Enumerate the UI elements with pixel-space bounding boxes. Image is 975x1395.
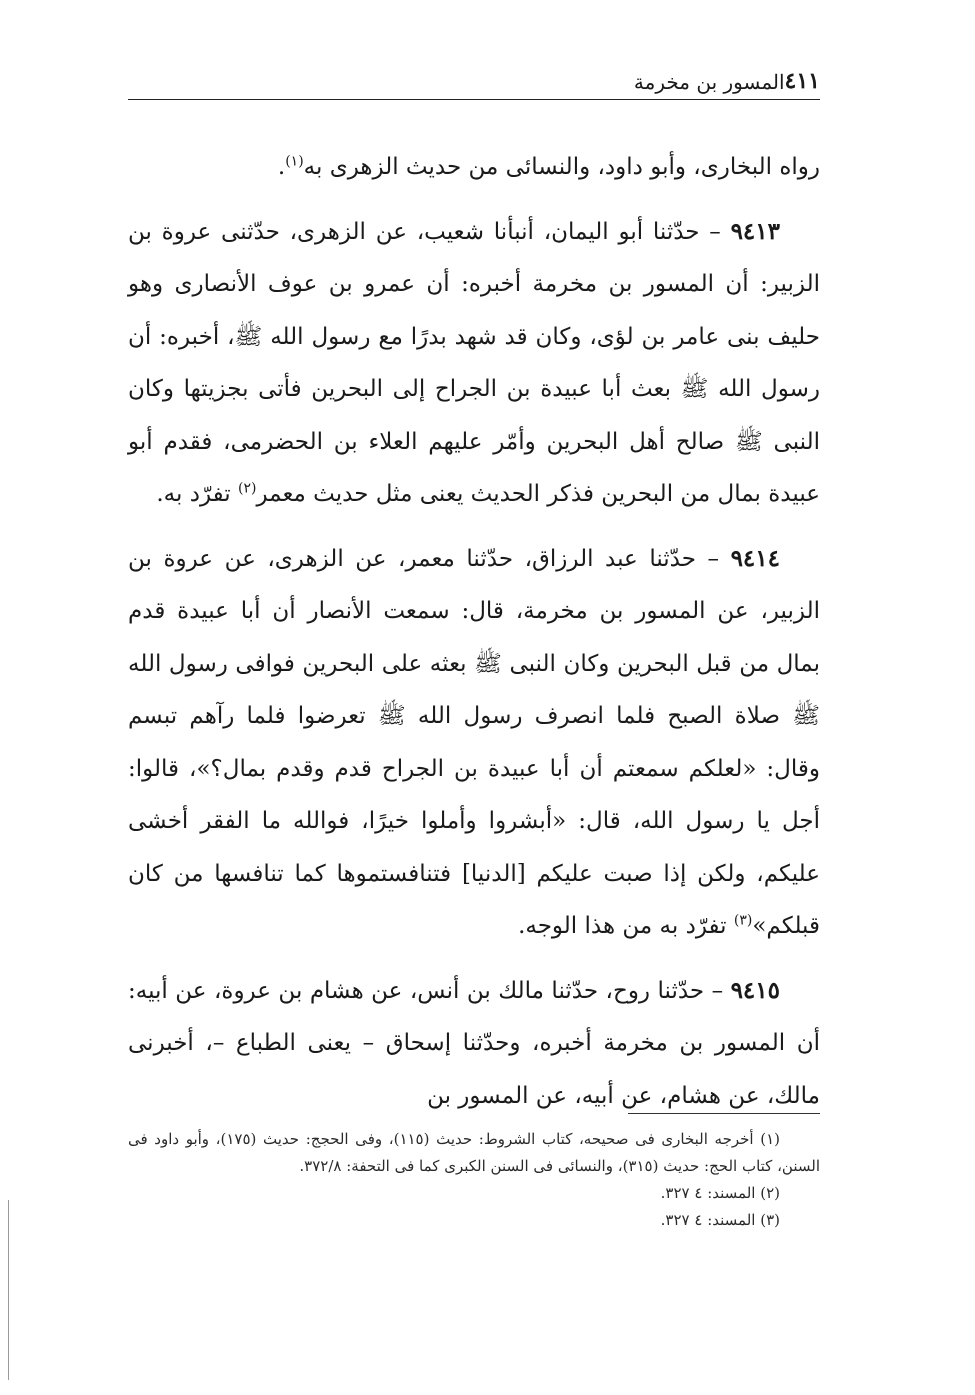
paragraph-tail: .	[277, 154, 286, 180]
scan-edge-line	[8, 1200, 9, 1380]
running-header	[128, 60, 820, 92]
hadith-9414	[128, 533, 820, 953]
footnote-marker: (٢)	[237, 480, 257, 497]
main-text	[128, 141, 820, 1122]
running-title: المسور بن مخرمة	[633, 70, 785, 94]
hadith-9413	[128, 206, 820, 521]
paragraph-intro	[128, 141, 820, 194]
footnotes	[128, 1126, 820, 1234]
hadith-tail: تفرّد به من هذا الوجه.	[518, 913, 734, 939]
header-rule	[128, 99, 820, 100]
hadith-tail: تفرّد به.	[156, 481, 238, 507]
footnote-1: (١) أخرجه البخارى فى صحيحه، كتاب الشروط: حديث (١١٥)، وفى الحجج: حديث (١٧٥)، وأبو داود فى السنن، كتاب الحج: حديث (٣١٥)، والنسائى فى السنن الكبرى كما فى التحفة: ٣٧٢/٨.	[128, 1130, 820, 1175]
hadith-text: – حدّثنا أبو اليمان، أنبأنا شعيب، عن الزهرى، حدّثنى عروة بن الزبير: أن المسور بن مخرمة أخبره: أن عمرو بن عوف الأنصارى وهو حليف بنى عامر بن لؤى، وكان قد شهد بدرًا مع رسول الله ﷺ، أخبره: أن رسول الله ﷺ بعث أبا عبيدة بن الجراح إلى البحرين فأتى بجزيتها وكان النبى ﷺ صالح أهل البحرين وأمّر عليهم العلاء بن الحضرمى، فقدم أبو عبيدة بمال من البحرين فذكر الحديث يعنى مثل حديث معمر	[128, 218, 820, 507]
hadith-text: – حدّثنا روح، حدّثنا مالك بن أنس، عن هشام بن عروة، عن أبيه: أن المسور بن مخرمة أخبره، وحدّثنا إسحاق – يعنى الطباع –، أخبرنى مالك، عن هشام، عن أبيه، عن المسور بن	[128, 977, 820, 1109]
footnote-marker: (٣)	[733, 912, 753, 929]
page-number: ٤١١	[784, 68, 820, 94]
paragraph-text: رواه البخارى، وأبو داود، والنسائى من حديث الزهرى به	[303, 154, 820, 180]
hadith-number: ٩٤١٥	[730, 976, 780, 1004]
footnote-rule	[628, 1113, 820, 1114]
footnote-3: (٣) المسند: ٤ ٣٢٧.	[660, 1211, 780, 1229]
hadith-text: – حدّثنا عبد الرزاق، حدّثنا معمر، عن الزهرى، عن عروة بن الزبير، عن المسور بن مخرمة، قال: سمعت الأنصار أن أبا عبيدة قدم بمال من قبل البحرين وكان النبى ﷺ بعثه على البحرين فوافى رسول الله ﷺ صلاة الصبح فلما انصرف رسول الله ﷺ تعرضوا فلما رآهم تبسم وقال: «لعلكم سمعتم أن أبا عبيدة بن الجراح قدم وقدم بمال؟»، قالوا: أجل يا رسول الله، قال: «أبشروا وأملوا خيرًا، فوالله ما الفقر أخشى عليكم، ولكن إذا صبت عليكم [الدنيا] فتنافستموها كما تنافسها من كان قبلكم»	[128, 545, 820, 939]
footnote-2: (٢) المسند: ٤ ٣٢٧.	[660, 1184, 780, 1202]
footnote-marker: (١)	[285, 153, 304, 170]
hadith-number: ٩٤١٣	[730, 217, 780, 245]
hadith-9415	[128, 965, 820, 1123]
hadith-number: ٩٤١٤	[730, 544, 780, 572]
